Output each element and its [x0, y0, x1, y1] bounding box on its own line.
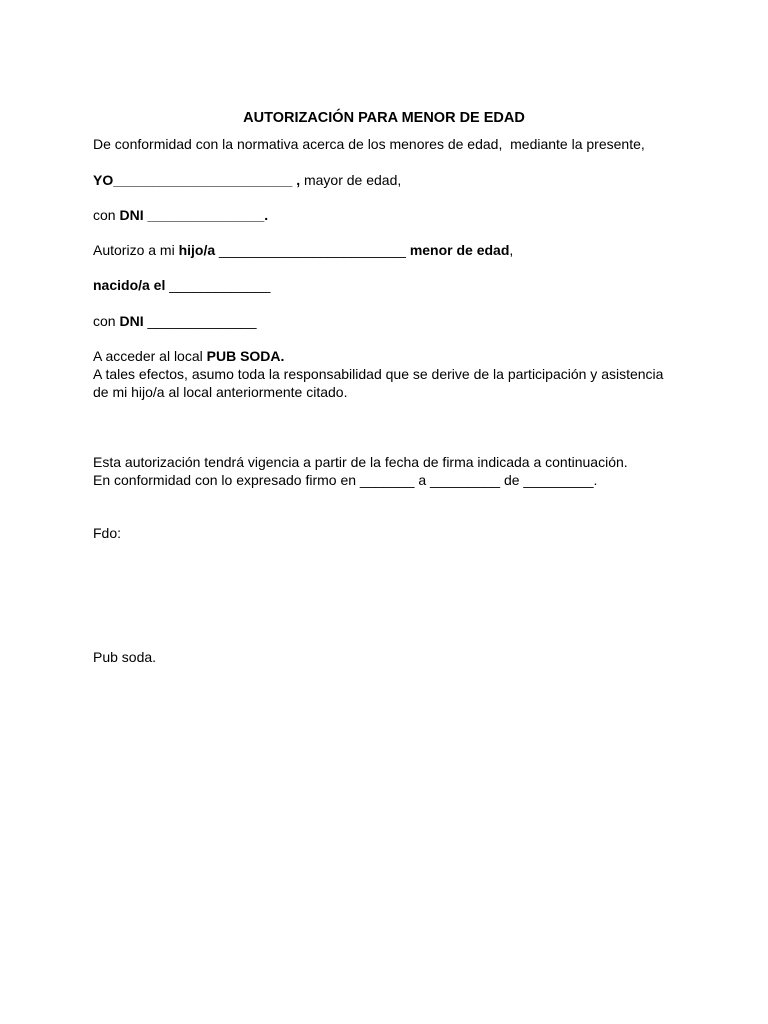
parent-name-line	[93, 171, 401, 189]
intro-paragraph: De conformidad con la normativa acerca de los menores de edad, mediante la presente,	[93, 136, 645, 152]
birth-date-field: _____________	[165, 277, 271, 293]
authorize-prefix: Autorizo a mi	[93, 242, 179, 258]
parent-name-field: YO_______________________ ,	[93, 172, 301, 188]
signed-at-line: En conformidad con lo expresado firmo en _______ a _________ de _________.	[93, 472, 598, 488]
child-label: hijo/a	[178, 242, 216, 258]
authorize-suffix: ,	[509, 242, 514, 258]
child-dni-prefix: con	[93, 313, 120, 329]
minor-label: menor de edad	[409, 242, 510, 258]
venue-name: PUB SODA.	[206, 348, 285, 364]
footer-text: Pub soda.	[93, 649, 157, 665]
access-line	[93, 347, 284, 365]
adult-text: mayor de edad,	[300, 172, 402, 188]
birth-date-line	[93, 276, 270, 294]
document-title: AUTORIZACIÓN PARA MENOR DE EDAD	[243, 110, 525, 126]
authorize-line	[93, 241, 513, 259]
responsibility-line-1: A tales efectos, asumo toda la responsabilidad que se derive de la participación y asistencia	[93, 366, 664, 382]
parent-dni-field: _______________.	[143, 207, 269, 223]
birth-date-label: nacido/a el	[93, 277, 166, 293]
parent-dni-prefix: con	[93, 207, 120, 223]
child-name-field: ________________________	[215, 242, 410, 258]
child-dni-label: DNI	[119, 313, 144, 329]
child-dni-line	[93, 312, 257, 330]
signature-label: Fdo:	[93, 525, 122, 541]
responsibility-line-2: de mi hijo/a al local anteriormente citado.	[93, 384, 348, 400]
child-dni-field: ______________	[143, 313, 257, 329]
validity-line: Esta autorización tendrá vigencia a partir de la fecha de firma indicada a continuación.	[93, 454, 628, 470]
access-prefix: A acceder al local	[93, 348, 207, 364]
parent-dni-label: DNI	[119, 207, 144, 223]
parent-dni-line	[93, 206, 268, 224]
